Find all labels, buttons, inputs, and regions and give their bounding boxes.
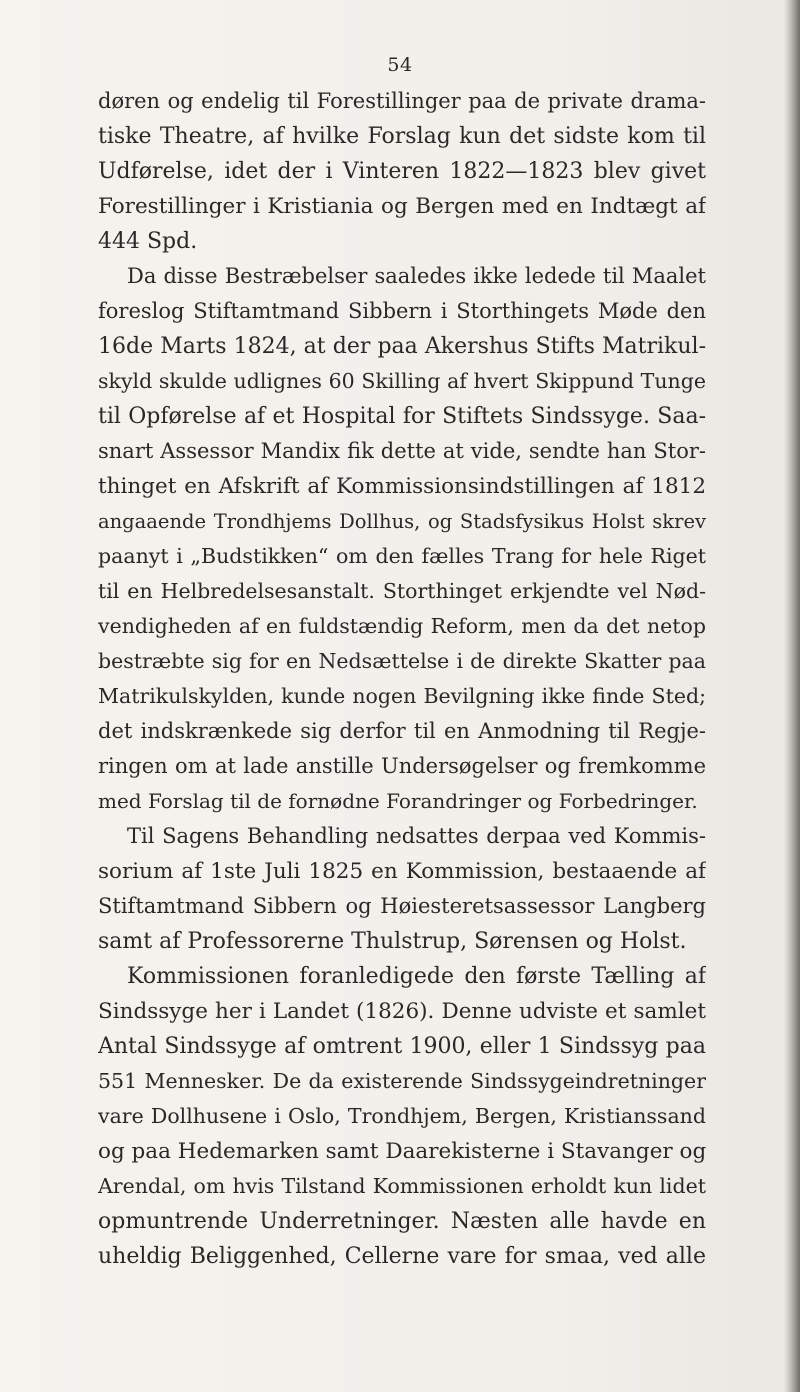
text-line: skyld skulde udlignes 60 Skilling af hvert Skippund Tunge <box>98 369 706 393</box>
text-line: thinget en Afskrift af Kommissionsindstillingen af 1812 <box>98 474 706 499</box>
text-line: Stiftamtmand Sibbern og Høiesteretsassessor Langberg <box>98 894 706 918</box>
text-line: 16de Marts 1824, at der paa Akershus Stifts Matrikul- <box>98 334 706 359</box>
text-line: Sindssyge her i Landet (1826). Denne udviste et samlet <box>98 999 706 1024</box>
text-line: opmuntrende Underretninger. Næsten alle havde en <box>98 1209 706 1234</box>
text-line: sorium af 1ste Juli 1825 en Kommission, bestaaende af <box>98 859 706 884</box>
text-line: Matrikulskylden, kunde nogen Bevilgning ikke finde Sted; <box>98 684 706 708</box>
text-line: uheldig Beliggenhed, Cellerne vare for smaa, ved alle <box>98 1244 706 1269</box>
text-line: angaaende Trondhjems Dollhus, og Stadsfysikus Holst skrev <box>98 510 706 533</box>
page-number: 54 <box>387 54 413 76</box>
text-line: Da disse Bestræbelser saaledes ikke ledede til Maalet <box>127 264 706 288</box>
text-line: det indskrænkede sig derfor til en Anmodning til Regje- <box>98 719 706 743</box>
text-line: tiske Theatre, af hvilke Forslag kun det sidste kom til <box>98 124 706 149</box>
text-line: Arendal, om hvis Tilstand Kommissionen erholdt kun lidet <box>98 1174 706 1198</box>
text-line: og paa Hedemarken samt Daarekisterne i Stavanger og <box>98 1139 706 1164</box>
text-line: Til Sagens Behandling nedsattes derpaa ved Kommis- <box>127 824 706 848</box>
text-line: ringen om at lade anstille Undersøgelser og fremkomme <box>98 754 706 778</box>
text-line: samt af Professorerne Thulstrup, Sørensen og Holst. <box>98 929 687 954</box>
text-line: døren og endelig til Forestillinger paa de private drama- <box>98 89 706 113</box>
text-line: 551 Mennesker. De da existerende Sindssygeindretninger <box>98 1069 706 1093</box>
text-line: vare Dollhusene i Oslo, Trondhjem, Bergen, Kristianssand <box>98 1104 706 1128</box>
text-line: til en Helbredelsesanstalt. Storthinget erkjendte vel Nød- <box>98 579 706 603</box>
text-line: bestræbte sig for en Nedsættelse i de direkte Skatter paa <box>98 649 706 673</box>
text-line: 444 Spd. <box>98 229 198 254</box>
body-text <box>98 84 706 1274</box>
page-binding-edge <box>784 0 800 1392</box>
text-line: med Forslag til de fornødne Forandringer og Forbedringer. <box>98 789 698 813</box>
text-line: Antal Sindssyge af omtrent 1900, eller 1 Sindssyg paa <box>98 1034 706 1059</box>
text-line: Forestillinger i Kristiania og Bergen med en Indtægt af <box>98 194 706 219</box>
text-line: til Opførelse af et Hospital for Stiftets Sindssyge. Saa- <box>98 404 706 429</box>
text-line: vendigheden af en fuldstændig Reform, men da det netop <box>98 614 706 638</box>
text-line: snart Assessor Mandix fik dette at vide, sendte han Stor- <box>98 439 706 463</box>
text-line: foreslog Stiftamtmand Sibbern i Storthingets Møde den <box>98 299 706 323</box>
text-line: Kommissionen foranledigede den første Tælling af <box>127 964 706 989</box>
text-line: Udførelse, idet der i Vinteren 1822—1823 blev givet <box>98 159 706 184</box>
text-line: paanyt i „Budstikken“ om den fælles Trang for hele Riget <box>98 544 706 568</box>
